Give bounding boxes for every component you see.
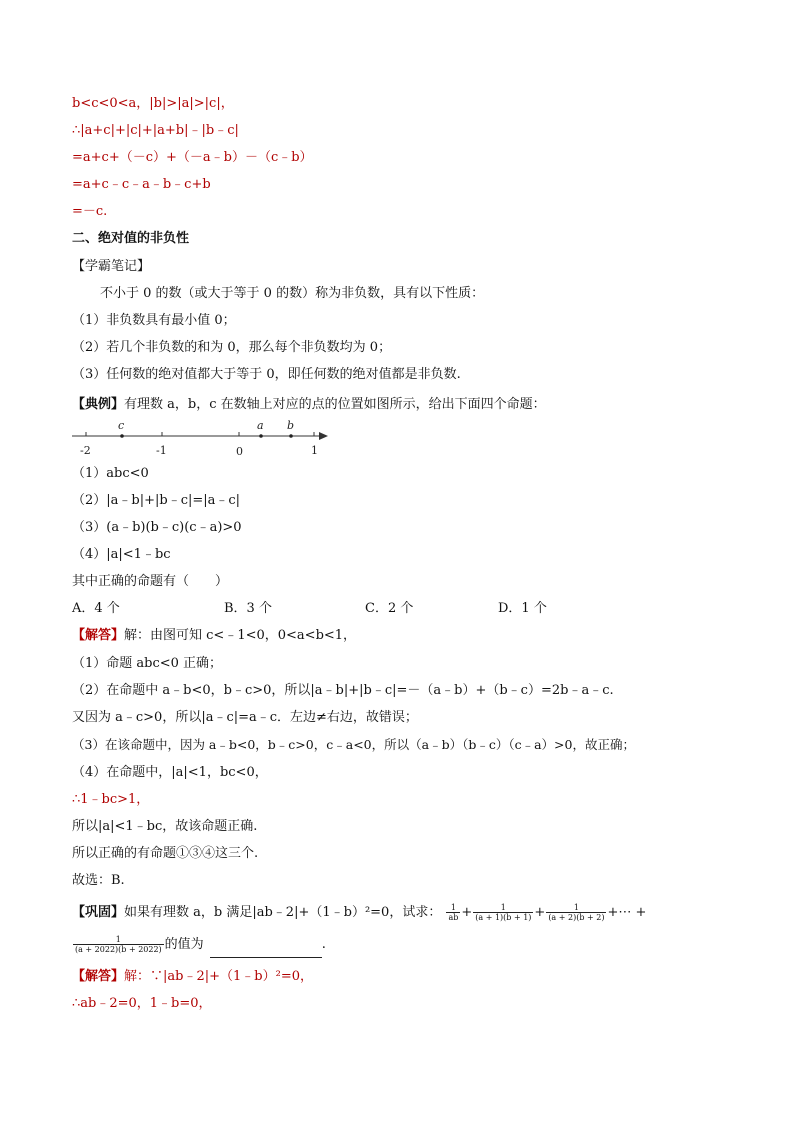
solution-line: 所以正确的有命题①③④这三个. xyxy=(72,846,259,861)
solution2-tag: 【解答】 xyxy=(72,969,125,984)
consolidate-end: . xyxy=(321,937,326,952)
notes-property: （1）非负数具有最小值 0； xyxy=(72,313,236,328)
example-stem-text: 有理数 a，b，c 在数轴上对应的点的位置如图所示，给出下面四个命题： xyxy=(124,397,546,412)
solution-tag: 【解答】 xyxy=(72,628,125,643)
number-line-arrow xyxy=(319,432,328,440)
tick-label: -1 xyxy=(156,444,167,457)
solution-line: （4）在命题中，|a|<1，bc<0， xyxy=(72,765,268,780)
section-title: 二、绝对值的非负性 xyxy=(72,231,190,246)
option-d: D．1 个 xyxy=(498,601,547,616)
consolidate-stem: 【巩固】如果有理数 a，b 满足|ab﹣2|+（1﹣b）²=0，试求： $\frac{1}{ab}$ + $\frac{1}{(a + 1)(b + 1)}$ + $\frac{1}{(a + 2)(b + 2)}$ +⋯ + xyxy=(72,903,647,922)
consolidate-tail: 的值为 xyxy=(164,937,204,952)
point-label-a: a xyxy=(257,419,264,432)
solution-line: ∴|a+c|+|c|+|a+b|﹣|b﹣c| xyxy=(72,123,239,138)
proposition: （1）abc<0 xyxy=(72,466,149,481)
solution2-line: ∴ab﹣2=0，1﹣b=0， xyxy=(72,996,212,1011)
tick-label: -2 xyxy=(80,444,91,457)
option-b: B．3 个 xyxy=(224,601,272,616)
solution-line: （2）在命题中 a﹣b<0，b﹣c>0，所以|a﹣b|+|b﹣c|=－（a﹣b）+（b﹣c）=2b﹣a﹣c. xyxy=(72,683,614,698)
solution-line: 又因为 a﹣c>0，所以|a﹣c|=a﹣c．左边≠右边，故错误； xyxy=(72,710,418,725)
notes-property: （2）若几个非负数的和为 0，那么每个非负数均为 0； xyxy=(72,340,392,355)
question-prompt: 其中正确的命题有（ ） xyxy=(72,574,229,589)
tick-label: 0 xyxy=(236,445,243,458)
notes-tag: 【学霸笔记】 xyxy=(72,259,151,274)
solution-line: 故选：B. xyxy=(72,873,125,888)
solution-line: （3）在该命题中，因为 a﹣b<0，b﹣c>0，c﹣a<0，所以（a﹣b）（b﹣c）（c﹣a）>0，故正确； xyxy=(72,737,635,752)
fraction-2: $\frac{1}{(a + 1)(b + 1)}$ xyxy=(475,903,532,922)
consolidate-tag: 【巩固】 xyxy=(72,905,125,920)
fraction-1: $\frac{1}{ab}$ xyxy=(448,903,459,922)
consolidate-line-2 xyxy=(72,932,326,958)
fraction-4: $\frac{1}{(a + 2022)(b + 2022)}$ xyxy=(75,935,162,954)
point-label-b: b xyxy=(287,419,295,432)
point-b xyxy=(289,434,293,438)
solution2-text: 解：∵|ab﹣2|+（1﹣b）²=0， xyxy=(124,969,313,984)
option-a: A．4 个 xyxy=(72,601,120,616)
example-stem xyxy=(72,396,546,414)
ellipsis-plus: +⋯ + xyxy=(607,905,647,920)
solution-line: =－c. xyxy=(72,204,108,219)
solution-line: 所以|a|<1﹣bc，故该命题正确. xyxy=(72,819,258,834)
solution-line: b<c<0<a，|b|>|a|>|c|， xyxy=(72,96,234,111)
point-label-c: c xyxy=(118,419,125,432)
solution-line: =a+c+（－c）+（－a﹣b）－（c﹣b） xyxy=(72,150,313,165)
proposition: （4）|a|<1﹣bc xyxy=(72,547,171,562)
option-c: C．2 个 xyxy=(365,601,414,616)
tick-label: 1 xyxy=(311,444,318,457)
number-line-figure xyxy=(66,418,336,460)
notes-property: （3）任何数的绝对值都大于等于 0，即任何数的绝对值都是非负数. xyxy=(72,367,461,382)
solution-line: （1）命题 abc<0 正确； xyxy=(72,656,223,671)
notes-intro: 不小于 0 的数（或大于等于 0 的数）称为非负数，具有以下性质： xyxy=(100,286,485,301)
point-c xyxy=(120,434,124,438)
solution2-first-line xyxy=(72,968,313,986)
proposition: （3）(a﹣b)(b﹣c)(c﹣a)>0 xyxy=(72,520,242,535)
answer-blank xyxy=(210,945,322,958)
proposition: （2）|a﹣b|+|b﹣c|=|a﹣c| xyxy=(72,493,241,508)
example-tag: 【典例】 xyxy=(72,397,125,412)
fraction-3: $\frac{1}{(a + 2)(b + 2)}$ xyxy=(548,903,605,922)
solution-text: 解：由图可知 c<﹣1<0，0<a<b<1， xyxy=(124,628,357,643)
solution-line: =a+c﹣c﹣a﹣b﹣c+b xyxy=(72,177,211,192)
consolidate-text: 如果有理数 a，b 满足|ab﹣2|+（1﹣b）²=0，试求： xyxy=(124,905,442,920)
point-a xyxy=(259,434,263,438)
solution-line: ∴1﹣bc>1， xyxy=(72,792,150,807)
solution-first-line xyxy=(72,627,356,645)
